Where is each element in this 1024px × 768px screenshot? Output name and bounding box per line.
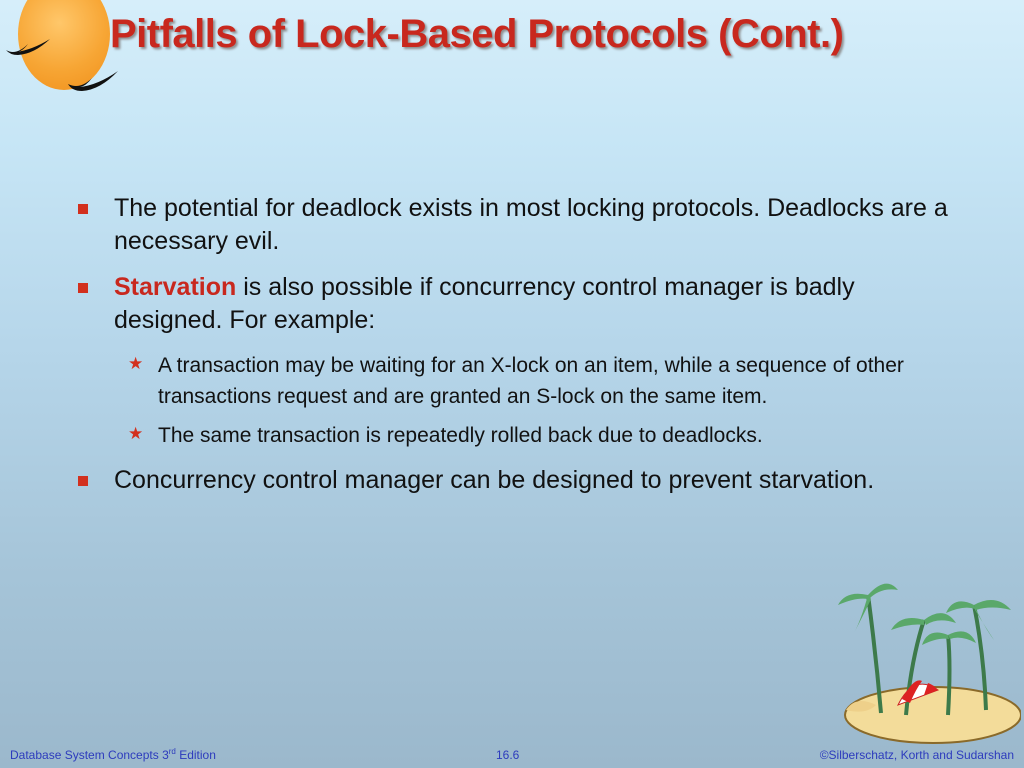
square-bullet-icon [78,204,88,214]
sub-bullet-item [74,350,904,412]
bullet-item [74,464,954,497]
square-bullet-icon [78,283,88,293]
bullet-text: The potential for deadlock exists in most locking protocols. Deadlocks are a necessary evil. [114,194,948,255]
bullet-text: Concurrency control manager can be designed to prevent starvation. [114,466,875,494]
footer-page-number: 16.6 [496,748,520,762]
bullet-item [74,192,954,258]
bullet-text: is also possible if concurrency control manager is badly designed. For example: [114,273,855,334]
sub-bullet-text: A transaction may be waiting for an X-lock on an item, while a sequence of other transactions request and are granted an S-lock on the same item. [158,354,904,408]
sub-bullet-text: The same transaction is repeatedly rolled back due to deadlocks. [158,424,763,447]
bird-icon [4,36,54,58]
footer-left: Database System Concepts 3rd Edition [10,747,216,762]
sub-bullet-item [74,420,904,451]
star-bullet-icon: ★ [128,354,144,373]
footer-copyright: ©Silberschatz, Korth and Sudarshan [819,748,1014,762]
square-bullet-icon [78,476,88,486]
slide-title: Pitfalls of Lock-Based Protocols (Cont.) [110,12,844,56]
bullet-item [74,271,954,337]
star-bullet-icon: ★ [128,424,144,443]
bird-icon [66,68,122,94]
palm-island-graphic [836,565,1021,750]
bullet-emphasis: Starvation [114,273,237,301]
slide-content [74,192,954,510]
